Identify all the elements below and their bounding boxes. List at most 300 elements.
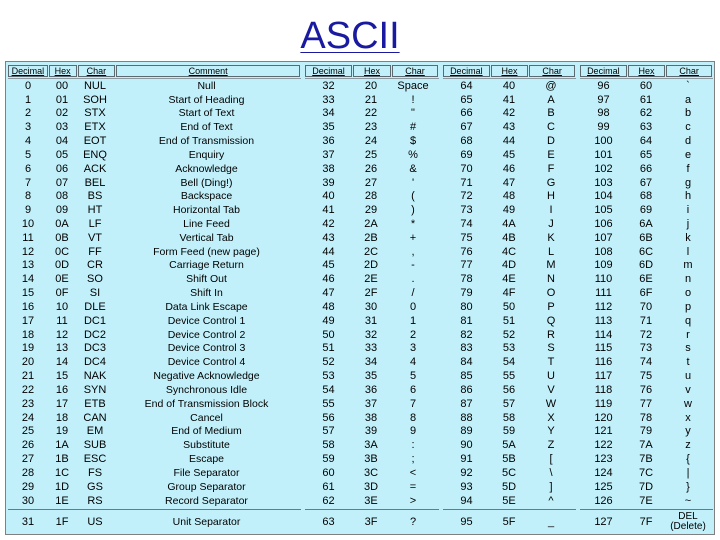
cell-char: ! (411, 93, 415, 106)
cell-hex: 25 (364, 148, 378, 161)
table-row (8, 369, 301, 383)
cell-decimal: 14 (21, 273, 35, 286)
table-row (305, 148, 439, 162)
cell-hex: 13 (55, 342, 69, 355)
cell-char: ' (411, 176, 415, 189)
cell-comment: Device Control 1 (167, 314, 246, 327)
printable-panel-1 (303, 62, 441, 534)
table-row (580, 466, 713, 480)
cell-decimal: 126 (594, 494, 613, 507)
cell-char: : (411, 439, 415, 452)
cell-decimal: 67 (460, 121, 473, 134)
cell-char: i (686, 204, 690, 217)
table-row (443, 300, 576, 314)
cell-hex: 7D (638, 480, 654, 493)
table-row (305, 300, 439, 314)
cell-comment: Device Control 3 (167, 342, 246, 355)
cell-decimal: 24 (21, 411, 35, 424)
table-row (305, 176, 439, 190)
cell-comment: Record Separator (165, 494, 248, 507)
table-row (443, 134, 576, 148)
cell-char: ETB (84, 397, 106, 410)
table-row (8, 494, 301, 508)
table-row (305, 231, 439, 245)
table-row (580, 79, 713, 93)
table-row (8, 466, 301, 480)
cell-hex: 2C (363, 245, 379, 258)
table-row (305, 217, 439, 231)
cell-hex: 7F (639, 516, 653, 529)
cell-comment: Shift In (190, 287, 223, 300)
cell-char: - (411, 259, 415, 272)
table-row (580, 106, 713, 120)
cell-hex: 41 (502, 93, 516, 106)
cell-hex: 79 (639, 425, 653, 438)
cell-comment: Data Link Escape (165, 300, 248, 313)
table-row (443, 162, 576, 176)
table-row (580, 355, 713, 369)
cell-decimal: 1 (24, 93, 32, 106)
cell-hex: 54 (502, 356, 516, 369)
table-row (443, 189, 576, 203)
table-row (305, 203, 439, 217)
table-row (443, 466, 576, 480)
table-row (305, 189, 439, 203)
cell-char: j (686, 218, 690, 230)
cell-hex: 26 (364, 162, 378, 175)
table-row (580, 176, 713, 190)
table-header (8, 64, 301, 78)
cell-char: 7 (409, 397, 417, 410)
cell-hex: 31 (364, 314, 378, 327)
cell-char: SUB (83, 439, 107, 452)
cell-comment: Cancel (190, 411, 223, 424)
cell-char: { (686, 453, 690, 466)
cell-hex: 0F (55, 287, 69, 300)
cell-decimal: 96 (597, 79, 610, 92)
cell-decimal: 27 (21, 453, 35, 466)
cell-decimal: 69 (460, 148, 473, 161)
cell-char: NUL (83, 79, 106, 92)
cell-decimal: 80 (460, 300, 473, 313)
cell-hex: 46 (502, 162, 516, 175)
table-header (580, 64, 713, 78)
cell-decimal: 98 (597, 107, 610, 120)
cell-hex: 3A (364, 439, 378, 452)
table-row (8, 203, 301, 217)
cell-decimal: 7 (24, 176, 32, 189)
table-row (580, 494, 713, 508)
cell-hex: 38 (364, 411, 378, 424)
cell-hex: 78 (639, 411, 653, 424)
table-row (580, 425, 713, 439)
table-row (580, 411, 713, 425)
cell-hex: 11 (56, 314, 68, 327)
cell-char: RS (87, 494, 103, 507)
cell-char: s (685, 342, 691, 355)
cell-hex: 68 (639, 190, 653, 203)
cell-char: % (408, 148, 418, 161)
table-row (305, 120, 439, 134)
cell-decimal: 30 (21, 494, 35, 507)
cell-char: VT (87, 231, 103, 244)
table-row (8, 148, 301, 162)
cell-decimal: 92 (460, 466, 473, 479)
table-row (443, 176, 576, 190)
cell-char: n (684, 273, 692, 286)
table-row (443, 231, 576, 245)
cell-char: / (411, 287, 415, 300)
cell-decimal: 71 (460, 176, 473, 189)
cell-decimal: 100 (594, 135, 613, 148)
table-row (580, 510, 713, 534)
cell-char: } (686, 480, 690, 493)
cell-decimal: 82 (460, 328, 473, 341)
cell-hex: 64 (639, 135, 653, 148)
table-row (580, 452, 713, 466)
cell-char: > (409, 494, 417, 507)
table-row (580, 397, 713, 411)
cell-comment: Device Control 4 (167, 356, 246, 369)
cell-decimal: 104 (594, 190, 613, 203)
cell-hex: 24 (364, 135, 378, 148)
control-characters-panel (6, 62, 303, 534)
cell-char: FS (87, 466, 103, 479)
cell-char: EM (86, 425, 104, 438)
table-row (305, 286, 439, 300)
table-row (8, 355, 301, 369)
cell-hex: 6E (639, 273, 653, 286)
cell-char: CAN (83, 411, 107, 424)
cell-hex: 37 (364, 397, 378, 410)
cell-hex: 33 (364, 342, 378, 355)
cell-hex: 67 (639, 176, 653, 189)
cell-hex: 05 (55, 148, 69, 161)
cell-char: = (409, 480, 417, 493)
cell-hex: 6F (639, 287, 653, 300)
table-row (8, 397, 301, 411)
table-row (8, 259, 301, 273)
cell-decimal: 113 (594, 314, 613, 327)
cell-comment: Line Feed (183, 218, 230, 230)
cell-char: ? (409, 516, 417, 529)
cell-hex: 27 (364, 176, 378, 189)
cell-hex: 42 (502, 107, 516, 120)
cell-char: z (685, 439, 691, 452)
cell-hex: 34 (364, 356, 378, 369)
cell-hex: 4C (501, 245, 517, 258)
cell-decimal: 115 (594, 342, 613, 355)
table-row (305, 328, 439, 342)
table-row (8, 93, 301, 107)
cell-hex: 01 (55, 93, 69, 106)
cell-decimal: 44 (322, 245, 335, 258)
table-row (305, 425, 439, 439)
table-row (443, 314, 576, 328)
cell-hex: 5F (502, 516, 516, 529)
table-row (8, 286, 301, 300)
cell-hex: 1D (54, 480, 70, 493)
cell-hex: 5E (502, 494, 516, 507)
cell-char: + (409, 231, 417, 244)
cell-hex: 1F (55, 516, 69, 529)
table-row (443, 480, 576, 494)
ascii-table (5, 61, 715, 535)
cell-decimal: 32 (322, 79, 335, 92)
table-row (305, 466, 439, 480)
table-row (8, 328, 301, 342)
cell-char: CR (87, 259, 103, 272)
cell-hex: 6C (638, 245, 654, 258)
cell-decimal: 36 (322, 135, 335, 148)
cell-decimal: 10 (21, 218, 35, 230)
cell-decimal: 5 (24, 148, 32, 161)
cell-char: ; (411, 453, 415, 466)
cell-decimal: 101 (594, 148, 613, 161)
cell-decimal: 4 (24, 135, 32, 148)
table-row (443, 397, 576, 411)
table-row (8, 134, 301, 148)
table-row (580, 245, 713, 259)
cell-char: 9 (409, 425, 417, 438)
table-row (443, 425, 576, 439)
cell-hex: 4B (502, 231, 516, 244)
page-title: ASCII (300, 15, 400, 57)
cell-char: J (548, 218, 554, 230)
cell-char: . (411, 273, 415, 286)
cell-hex: 66 (639, 162, 653, 175)
cell-char: 5 (409, 370, 417, 383)
cell-char: BEL (84, 176, 106, 189)
table-row (580, 314, 713, 328)
table-row (8, 79, 301, 93)
cell-decimal: 86 (460, 383, 473, 396)
cell-char: m (683, 259, 693, 272)
cell-decimal: 52 (322, 356, 335, 369)
table-row (580, 203, 713, 217)
cell-char: HT (87, 204, 103, 217)
printable-panel-2 (441, 62, 578, 534)
table-row (443, 203, 576, 217)
cell-decimal: 89 (460, 425, 473, 438)
cell-decimal: 43 (322, 231, 335, 244)
cell-char: e (684, 148, 692, 161)
table-row (8, 452, 301, 466)
cell-decimal: 105 (594, 204, 613, 217)
cell-comment: Enquiry (188, 148, 225, 161)
cell-decimal: 25 (21, 425, 35, 438)
cell-hex: 15 (55, 370, 69, 383)
cell-decimal: 55 (322, 397, 335, 410)
cell-decimal: 40 (322, 190, 335, 203)
table-row (580, 369, 713, 383)
cell-comment: Start of Heading (168, 93, 245, 106)
cell-char: v (685, 383, 691, 396)
cell-hex: 20 (364, 79, 378, 92)
cell-hex: 4D (501, 259, 517, 272)
cell-decimal: 83 (460, 342, 473, 355)
cell-hex: 1A (55, 439, 69, 452)
cell-char: I (549, 204, 553, 217)
cell-decimal: 78 (460, 273, 473, 286)
table-row (580, 272, 713, 286)
cell-hex: 2A (364, 218, 378, 230)
cell-hex: 4A (502, 218, 516, 230)
cell-comment: Start of Text (178, 107, 235, 120)
cell-hex: 00 (55, 79, 69, 92)
cell-decimal: 34 (322, 107, 335, 120)
cell-hex: 7B (639, 453, 653, 466)
cell-char: ( (411, 190, 415, 203)
cell-comment: End of Medium (171, 425, 242, 438)
cell-char: l (686, 245, 690, 258)
cell-hex: 3D (363, 480, 379, 493)
cell-char: M (546, 259, 556, 272)
printable-panel-3 (578, 62, 715, 534)
cell-decimal: 97 (597, 93, 610, 106)
cell-decimal: 91 (460, 453, 473, 466)
cell-hex: 4E (502, 273, 516, 286)
cell-char: N (547, 273, 555, 286)
cell-char: NAK (83, 370, 107, 383)
cell-decimal: 47 (322, 287, 335, 300)
cell-decimal: 62 (322, 494, 335, 507)
cell-char: f (686, 162, 690, 175)
table-row (580, 134, 713, 148)
table-row (443, 93, 576, 107)
cell-char: u (684, 370, 692, 383)
cell-hex: 69 (639, 204, 653, 217)
cell-decimal: 117 (594, 370, 613, 383)
cell-hex: 0E (55, 273, 69, 286)
cell-comment: Backspace (180, 190, 233, 203)
cell-decimal: 102 (594, 162, 613, 175)
cell-char: d (684, 135, 692, 148)
cell-decimal: 46 (322, 273, 335, 286)
cell-decimal: 54 (322, 383, 335, 396)
cell-char: " (411, 107, 415, 120)
cell-decimal: 118 (594, 383, 613, 396)
cell-hex: 3B (364, 453, 378, 466)
cell-decimal: 76 (460, 245, 473, 258)
table-header (443, 64, 576, 78)
cell-char: a (684, 93, 692, 106)
cell-hex: 23 (364, 121, 378, 134)
table-row (443, 438, 576, 452)
cell-decimal: 70 (460, 162, 473, 175)
cell-decimal: 9 (24, 204, 32, 217)
cell-decimal: 116 (594, 356, 613, 369)
cell-comment: Carriage Return (169, 259, 244, 272)
cell-decimal: 75 (460, 231, 473, 244)
cell-hex: 04 (55, 135, 69, 148)
cell-decimal: 59 (322, 453, 335, 466)
table-row (443, 355, 576, 369)
cell-char: $ (409, 135, 417, 148)
table-row (8, 176, 301, 190)
cell-decimal: 84 (460, 356, 473, 369)
cell-decimal: 103 (594, 176, 613, 189)
cell-hex: 3C (363, 466, 379, 479)
cell-decimal: 66 (460, 107, 473, 120)
table-row (305, 452, 439, 466)
cell-hex: 2F (364, 287, 378, 300)
table-row (305, 245, 439, 259)
cell-char: FF (88, 245, 102, 258)
cell-decimal: 88 (460, 411, 473, 424)
cell-char: EOT (83, 135, 107, 148)
cell-hex: 44 (502, 135, 516, 148)
table-row (443, 510, 576, 534)
cell-char: US (87, 516, 103, 529)
cell-decimal: 107 (594, 231, 613, 244)
table-row (8, 411, 301, 425)
table-row (443, 245, 576, 259)
cell-decimal: 114 (594, 328, 613, 341)
table-row (443, 286, 576, 300)
cell-comment: Form Feed (new page) (153, 245, 260, 258)
cell-hex: 12 (55, 328, 69, 341)
cell-char: t (686, 356, 690, 369)
table-row (305, 383, 439, 397)
cell-decimal: 60 (322, 466, 335, 479)
cell-decimal: 127 (594, 516, 613, 529)
table-row (580, 148, 713, 162)
cell-char: ENQ (83, 148, 107, 161)
table-row (443, 79, 576, 93)
cell-char: H (547, 190, 555, 203)
table-row (443, 259, 576, 273)
cell-comment: Horizontal Tab (173, 204, 240, 217)
cell-decimal: 111 (595, 287, 612, 300)
cell-decimal: 17 (21, 314, 35, 327)
header-char: Char (392, 65, 438, 77)
cell-char: W (545, 397, 557, 410)
cell-decimal: 112 (594, 300, 613, 313)
cell-char: T (547, 356, 555, 369)
cell-hex: 10 (55, 300, 69, 313)
table-row (8, 425, 301, 439)
cell-char: S (547, 342, 555, 355)
cell-hex: 1E (55, 494, 69, 507)
table-row (443, 342, 576, 356)
cell-hex: 3F (364, 516, 378, 529)
header-decimal: Decimal (8, 65, 48, 77)
table-row (443, 383, 576, 397)
cell-hex: 09 (55, 204, 69, 217)
cell-decimal: 61 (322, 480, 335, 493)
cell-decimal: 20 (21, 356, 35, 369)
table-row (8, 510, 301, 534)
cell-decimal: 38 (322, 162, 335, 175)
cell-decimal: 122 (594, 439, 613, 452)
cell-hex: 07 (55, 176, 69, 189)
table-row (443, 494, 576, 508)
header-comment: Comment (116, 65, 300, 77)
cell-hex: 17 (55, 397, 69, 410)
cell-char: R (547, 328, 555, 341)
cell-decimal: 33 (322, 93, 335, 106)
table-row (580, 120, 713, 134)
cell-hex: 5B (502, 453, 516, 466)
cell-hex: 5A (502, 439, 516, 452)
cell-decimal: 65 (460, 93, 473, 106)
cell-char: k (685, 231, 691, 244)
cell-char: O (546, 287, 556, 300)
table-row (443, 272, 576, 286)
header-hex: Hex (628, 65, 666, 77)
cell-char: GS (87, 480, 103, 493)
